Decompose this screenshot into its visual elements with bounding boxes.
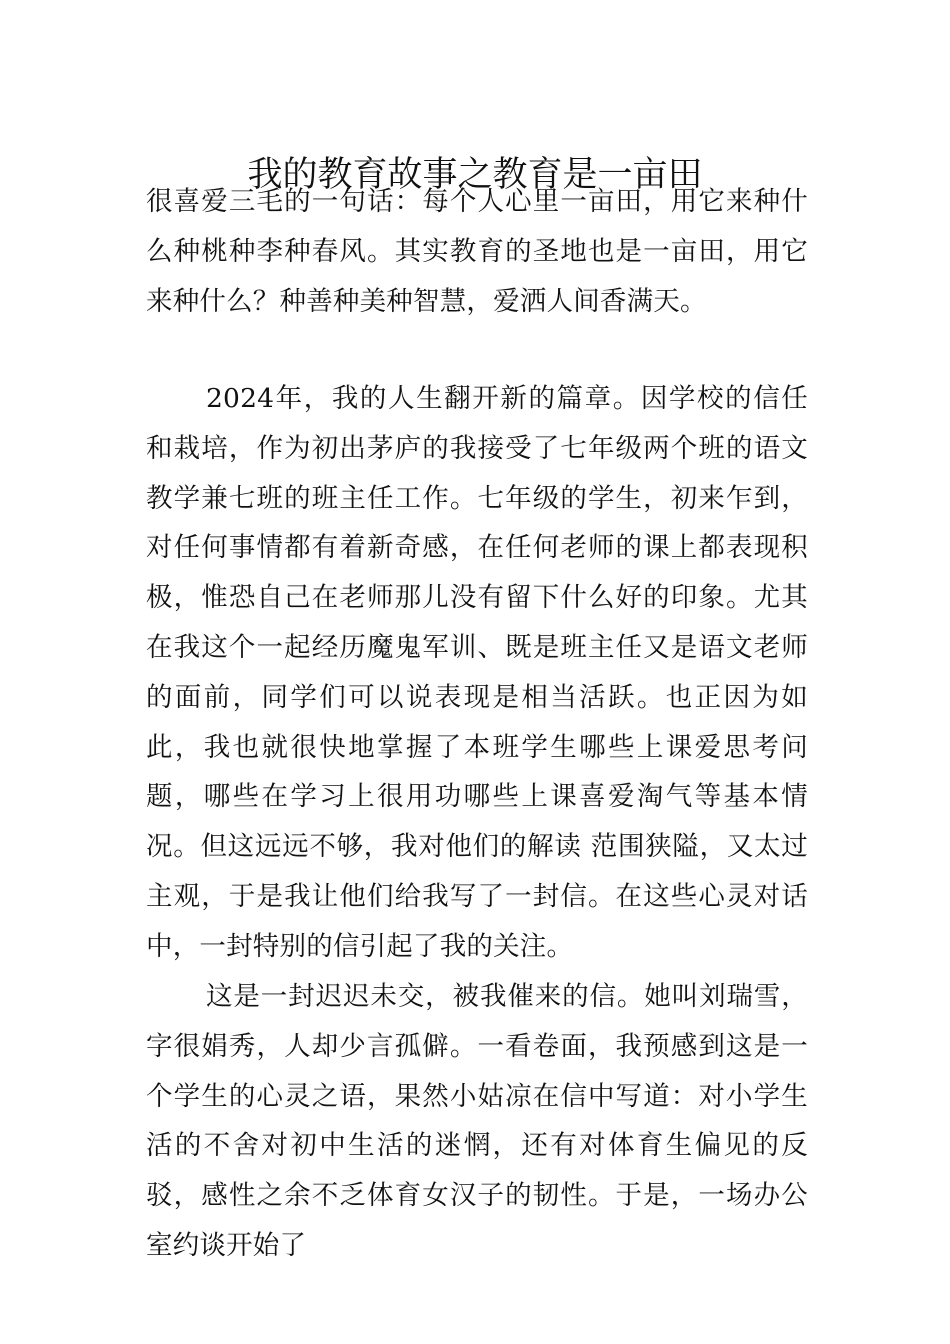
paragraph-intro: 很喜爱三毛的一句话：每个人心里一亩田，用它来种什么种桃种李种春风。其实教育的圣地也是一亩田，用它来种什么？种善种美种智慧，爱洒人间香满天。	[146, 186, 808, 317]
document-title: 我的教育故事之教育是一亩田	[247, 155, 703, 196]
paragraph-2024-new-chapter: 2024年，我的人生翻开新的篇章。因学校的信任和栽培，作为初出茅庐的我接受了七年级两个班的语文教学兼七班的班主任工作。七年级的学生，初来乍到，对任何事情都有着新奇感，在任何老师的课上都表现积极，惟恐自己在老师那儿没有留下什么好的印象。尤其在我这个一起经历魔鬼军训、既是班主任又是语文老师的面前，同学们可以说表现是相当活跃。也正因为如此，我也就很快地掌握了本班学生哪些上课爱思考问题，哪些在学习上很用功哪些上课喜爱淘气等基本情况。但这远远不够，我对他们的解读 范围狭隘，又太过主观，于是我让他们给我写了一封信。在这些心灵对话中，一封特别的信引起了我的关注。	[146, 383, 808, 962]
paragraph-letter-story: 这是一封迟迟未交，被我催来的信。她叫刘瑞雪，字很娟秀，人却少言孤僻。一看卷面，我预感到这是一个学生的心灵之语，果然小姑凉在信中写道：对小学生活的不舍对初中生活的迷惘，还有对体育生偏见的反驳，感性之余不乏体育女汉子的韧性。于是，一场办公室约谈开始了	[146, 981, 808, 1261]
